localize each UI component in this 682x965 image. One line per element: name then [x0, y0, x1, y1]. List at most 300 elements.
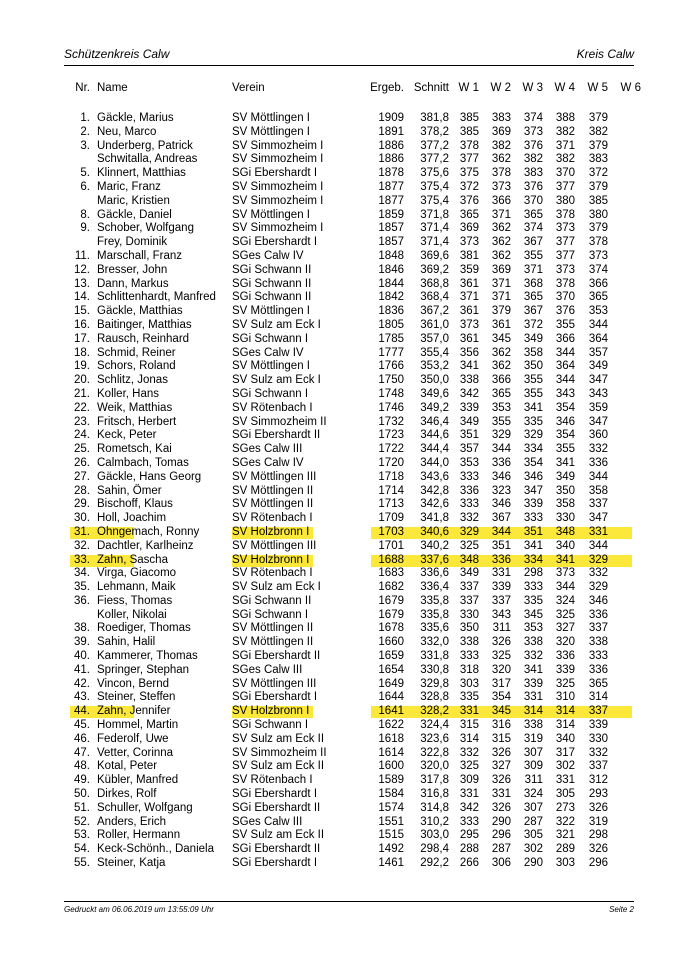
- score-w4: 344: [555, 374, 575, 387]
- score-w4: 366: [555, 332, 575, 345]
- score-w4: 358: [555, 498, 575, 511]
- score-w5: 333: [588, 650, 608, 663]
- shooter-name: Dann, Markus: [97, 277, 169, 290]
- score-w5: 379: [588, 112, 608, 124]
- col-header-w3: W 3: [522, 82, 543, 94]
- score-w4: 382: [555, 153, 575, 166]
- rank: 39.: [74, 636, 90, 649]
- average-score: 349,2: [420, 401, 449, 414]
- rank: 35.: [74, 581, 90, 594]
- score-w3: 383: [523, 167, 543, 180]
- table-row: [0, 747, 682, 761]
- total-score: 1859: [378, 208, 404, 221]
- score-w1: 332: [459, 512, 479, 525]
- score-w2: 366: [491, 374, 511, 387]
- rank: 33.: [74, 553, 90, 566]
- total-score: 1886: [378, 139, 404, 152]
- shooter-name: Vetter, Corinna: [97, 746, 174, 759]
- shooter-name: Ohngemach, Ronny: [97, 525, 200, 538]
- total-score: 1713: [378, 498, 404, 511]
- score-w5: 336: [588, 456, 608, 469]
- club-name: SGi Schwann I: [232, 387, 309, 400]
- table-row: [0, 664, 682, 678]
- average-score: 367,2: [420, 305, 449, 318]
- score-w3: 333: [523, 512, 543, 525]
- total-score: 1886: [378, 153, 404, 166]
- rank: 47.: [74, 746, 90, 759]
- rank: 40.: [74, 650, 90, 663]
- score-w3: 347: [523, 484, 543, 497]
- club-name: SV Holzbronn I: [232, 705, 310, 718]
- rank: 21.: [74, 387, 90, 400]
- score-w4: 380: [555, 194, 575, 207]
- score-w1: 385: [459, 125, 479, 138]
- shooter-name: Underberg, Patrick: [97, 139, 193, 152]
- total-score: 1857: [378, 236, 404, 249]
- rank: 3.: [80, 139, 90, 152]
- score-w4: 330: [555, 512, 575, 525]
- rank: 12.: [74, 263, 90, 276]
- score-w1: 373: [459, 236, 479, 249]
- header-divider: [64, 65, 634, 66]
- score-w3: 374: [523, 222, 543, 235]
- club-name: SGes Calw IV: [232, 456, 304, 469]
- score-w1: 314: [459, 732, 479, 745]
- table-row: [0, 291, 682, 305]
- club-name: SV Rötenbach I: [232, 774, 313, 787]
- club-name: SV Simmozheim I: [232, 194, 324, 207]
- total-score: 1649: [378, 677, 404, 690]
- table-row: [0, 471, 682, 485]
- total-score: 1622: [378, 719, 404, 732]
- shooter-name: Vincon, Bernd: [97, 677, 170, 690]
- score-w4: 322: [555, 815, 575, 828]
- table-row: [0, 374, 682, 388]
- average-score: 375,4: [420, 180, 449, 193]
- col-header-w5: W 5: [587, 82, 608, 94]
- score-w2: 382: [491, 139, 511, 152]
- shooter-name: Koller, Hans: [97, 387, 160, 400]
- shooter-name: Neu, Marco: [97, 125, 157, 138]
- score-w2: 345: [491, 332, 511, 345]
- club-name: SV Holzbronn I: [232, 525, 310, 538]
- total-score: 1709: [378, 512, 404, 525]
- shooter-name: Zahn, Jennifer: [97, 705, 171, 718]
- score-w5: 344: [588, 318, 608, 331]
- rank: 55.: [74, 857, 90, 870]
- score-w5: 379: [588, 222, 608, 235]
- score-w2: 346: [491, 498, 511, 511]
- shooter-name: Gäckle, Hans Georg: [97, 470, 202, 483]
- score-w4: 348: [555, 525, 575, 538]
- table-row: [0, 443, 682, 457]
- club-name: SV Möttlingen II: [232, 498, 314, 511]
- score-w1: 337: [459, 581, 479, 594]
- col-header-nr: Nr.: [75, 82, 90, 94]
- average-score: 331,8: [420, 650, 449, 663]
- score-w1: 365: [459, 208, 479, 221]
- score-w3: 341: [523, 401, 543, 414]
- average-score: 342,6: [420, 498, 449, 511]
- average-score: 337,6: [420, 553, 449, 566]
- score-w1: 325: [459, 760, 479, 773]
- score-w3: 334: [523, 443, 543, 456]
- table-row: [0, 829, 682, 843]
- score-w2: 306: [491, 857, 511, 870]
- average-score: 323,6: [420, 732, 449, 745]
- average-score: 368,4: [420, 291, 449, 304]
- table-row: [0, 733, 682, 747]
- club-name: SV Simmozheim II: [232, 746, 327, 759]
- club-name: SGes Calw IV: [232, 346, 304, 359]
- col-header-w4: W 4: [554, 82, 575, 94]
- table-row: [0, 760, 682, 774]
- total-score: 1848: [378, 249, 404, 262]
- score-w4: 302: [555, 760, 575, 773]
- score-w1: 333: [459, 498, 479, 511]
- score-w5: 347: [588, 374, 608, 387]
- score-w3: 376: [523, 139, 543, 152]
- table-row: [0, 140, 682, 154]
- shooter-name: Schober, Wolfgang: [97, 222, 194, 235]
- score-w3: 314: [523, 705, 543, 718]
- club-name: SV Rötenbach I: [232, 567, 313, 580]
- average-score: 316,8: [420, 788, 449, 801]
- score-w5: 343: [588, 387, 608, 400]
- score-w3: 298: [523, 567, 543, 580]
- total-score: 1584: [378, 788, 404, 801]
- score-w2: 362: [491, 360, 511, 373]
- club-name: SGi Schwann II: [232, 277, 312, 290]
- score-w3: 332: [523, 650, 543, 663]
- score-w3: 307: [523, 746, 543, 759]
- score-w2: 365: [491, 387, 511, 400]
- total-score: 1659: [378, 650, 404, 663]
- average-score: 346,4: [420, 415, 449, 428]
- average-score: 317,8: [420, 774, 449, 787]
- shooter-name: Fritsch, Herbert: [97, 415, 177, 428]
- score-w3: 335: [523, 594, 543, 607]
- score-w1: 342: [459, 801, 479, 814]
- rank: 9.: [80, 222, 90, 235]
- average-score: 322,8: [420, 746, 449, 759]
- total-score: 1703: [378, 525, 404, 538]
- rank: 18.: [74, 346, 90, 359]
- score-w1: 333: [459, 470, 479, 483]
- score-w2: 361: [491, 318, 511, 331]
- table-row: [0, 636, 682, 650]
- score-w2: 331: [491, 567, 511, 580]
- score-w1: 331: [459, 788, 479, 801]
- club-name: SV Möttlingen I: [232, 125, 310, 138]
- table-row: [0, 691, 682, 705]
- average-score: 377,2: [420, 139, 449, 152]
- score-w2: 362: [491, 222, 511, 235]
- score-w1: 353: [459, 456, 479, 469]
- score-w1: 357: [459, 443, 479, 456]
- table-row: [0, 816, 682, 830]
- score-w4: 341: [555, 456, 575, 469]
- score-w5: 312: [588, 774, 608, 787]
- score-w3: 355: [523, 374, 543, 387]
- score-w2: 325: [491, 650, 511, 663]
- club-name: SGi Schwann II: [232, 291, 312, 304]
- total-score: 1718: [378, 470, 404, 483]
- shooter-name: Sahin, Halil: [97, 636, 156, 649]
- score-w1: 335: [459, 691, 479, 704]
- rank: 23.: [74, 415, 90, 428]
- shooter-name: Gäckle, Daniel: [97, 208, 172, 221]
- score-w1: 351: [459, 429, 479, 442]
- shooter-name: Bresser, John: [97, 263, 168, 276]
- score-w4: 346: [555, 415, 575, 428]
- club-name: SV Möttlingen II: [232, 636, 314, 649]
- score-w5: 336: [588, 608, 608, 621]
- shooter-name: Hommel, Martin: [97, 719, 179, 732]
- score-w3: 333: [523, 581, 543, 594]
- score-w2: 326: [491, 774, 511, 787]
- table-row: [0, 112, 682, 126]
- club-name: SV Sulz am Eck I: [232, 581, 321, 594]
- score-w2: 336: [491, 456, 511, 469]
- shooter-name: Frey, Dominik: [97, 236, 168, 249]
- shooter-name: Holl, Joachim: [97, 512, 167, 525]
- score-w3: 373: [523, 125, 543, 138]
- score-w2: 362: [491, 236, 511, 249]
- score-w4: 349: [555, 470, 575, 483]
- score-w3: 367: [523, 305, 543, 318]
- club-name: SGi Schwann I: [232, 608, 309, 621]
- average-score: 371,4: [420, 236, 449, 249]
- score-w4: 327: [555, 622, 575, 635]
- average-score: 324,4: [420, 719, 449, 732]
- shooter-name: Springer, Stephan: [97, 663, 190, 676]
- total-score: 1701: [378, 539, 404, 552]
- score-w2: 355: [491, 415, 511, 428]
- club-name: SV Möttlingen III: [232, 677, 317, 690]
- score-w1: 325: [459, 539, 479, 552]
- club-name: SGi Schwann I: [232, 332, 309, 345]
- score-w3: 302: [523, 843, 543, 856]
- club-name: SGi Ebershardt I: [232, 236, 318, 249]
- total-score: 1660: [378, 636, 404, 649]
- average-score: 335,6: [420, 622, 449, 635]
- rank: 16.: [74, 318, 90, 331]
- score-w2: 326: [491, 636, 511, 649]
- club-name: SV Simmozheim I: [232, 180, 324, 193]
- score-w3: 335: [523, 415, 543, 428]
- shooter-name: Calmbach, Tomas: [97, 456, 189, 469]
- rank: 8.: [80, 208, 90, 221]
- club-name: SGi Ebershardt I: [232, 857, 318, 870]
- score-w2: 337: [491, 594, 511, 607]
- table-row-highlighted: [0, 526, 682, 540]
- score-w3: 351: [523, 525, 543, 538]
- score-w3: 324: [523, 788, 543, 801]
- table-row: [0, 153, 682, 167]
- average-score: 361,0: [420, 318, 449, 331]
- table-row-highlighted: [0, 554, 682, 568]
- col-header-w2: W 2: [490, 82, 511, 94]
- score-w5: 365: [588, 677, 608, 690]
- score-w3: 350: [523, 360, 543, 373]
- table-row: [0, 678, 682, 692]
- average-score: 353,2: [420, 360, 449, 373]
- score-w3: 354: [523, 456, 543, 469]
- header-spacer: [0, 95, 682, 112]
- table-row: [0, 802, 682, 816]
- average-score: 341,8: [420, 512, 449, 525]
- table-row: [0, 181, 682, 195]
- score-w4: 370: [555, 291, 575, 304]
- rank: 50.: [74, 788, 90, 801]
- score-w1: 333: [459, 815, 479, 828]
- score-w5: 347: [588, 512, 608, 525]
- score-w2: 383: [491, 112, 511, 124]
- score-w3: 309: [523, 760, 543, 773]
- table-row: [0, 402, 682, 416]
- rank: 42.: [74, 677, 90, 690]
- club-name: SV Holzbronn I: [232, 553, 310, 566]
- club-name: SV Simmozheim I: [232, 139, 324, 152]
- club-name: SGes Calw III: [232, 663, 303, 676]
- total-score: 1461: [378, 857, 404, 870]
- score-w1: 303: [459, 677, 479, 690]
- total-score: 1748: [378, 387, 404, 400]
- score-w3: 374: [523, 112, 543, 124]
- score-w5: 332: [588, 567, 608, 580]
- score-w4: 371: [555, 139, 575, 152]
- score-w5: 296: [588, 857, 608, 870]
- score-w2: 353: [491, 401, 511, 414]
- score-w5: 326: [588, 801, 608, 814]
- header-district: Kreis Calw: [576, 47, 634, 61]
- score-w3: 311: [524, 774, 543, 787]
- col-header-ergebnis: Ergeb.: [370, 82, 404, 94]
- shooter-name: Marschall, Franz: [97, 249, 182, 262]
- score-w3: 355: [523, 387, 543, 400]
- table-row: [0, 429, 682, 443]
- score-w2: 371: [491, 277, 511, 290]
- total-score: 1682: [378, 581, 404, 594]
- average-score: 369,2: [420, 263, 449, 276]
- total-score: 1589: [378, 774, 404, 787]
- score-w1: 337: [459, 594, 479, 607]
- shooter-name: Baitinger, Matthias: [97, 318, 192, 331]
- shooter-name: Klinnert, Matthias: [97, 167, 186, 180]
- table-row: [0, 347, 682, 361]
- score-w5: 373: [588, 249, 608, 262]
- score-w5: 349: [588, 360, 608, 373]
- table-row: [0, 250, 682, 264]
- score-w4: 354: [555, 401, 575, 414]
- table-row: [0, 416, 682, 430]
- rank: 38.: [74, 622, 90, 635]
- average-score: 381,8: [420, 112, 449, 124]
- score-w5: 329: [588, 581, 608, 594]
- total-score: 1679: [378, 594, 404, 607]
- shooter-name: Weik, Matthias: [97, 401, 173, 414]
- score-w4: 373: [555, 567, 575, 580]
- score-w5: 357: [588, 346, 608, 359]
- total-score: 1720: [378, 456, 404, 469]
- score-w2: 371: [491, 208, 511, 221]
- score-w4: 303: [555, 857, 575, 870]
- score-w2: 369: [491, 263, 511, 276]
- shooter-name: Bischoff, Klaus: [97, 498, 173, 511]
- rank: 34.: [74, 567, 90, 580]
- score-w2: 331: [491, 788, 511, 801]
- score-w4: 336: [555, 650, 575, 663]
- total-score: 1551: [378, 815, 404, 828]
- score-w4: 305: [555, 788, 575, 801]
- average-score: 340,2: [420, 539, 449, 552]
- score-w1: 369: [459, 222, 479, 235]
- header-league: Schützenkreis Calw: [64, 47, 170, 61]
- total-score: 1515: [378, 829, 404, 842]
- score-w4: 364: [555, 360, 575, 373]
- score-w4: 321: [555, 829, 575, 842]
- shooter-name: Maric, Kristien: [97, 194, 170, 207]
- total-score: 1766: [378, 360, 404, 373]
- total-score: 1679: [378, 608, 404, 621]
- score-w2: 344: [491, 525, 511, 538]
- score-w3: 319: [523, 732, 543, 745]
- score-w2: 354: [491, 691, 511, 704]
- score-w1: 361: [459, 332, 479, 345]
- score-w4: 317: [555, 746, 575, 759]
- score-w5: 319: [588, 815, 608, 828]
- score-w3: 355: [523, 249, 543, 262]
- club-name: SV Simmozheim I: [232, 153, 324, 166]
- average-score: 369,6: [420, 249, 449, 262]
- rank: 2.: [80, 125, 90, 138]
- club-name: SGi Schwann II: [232, 594, 312, 607]
- score-w2: 362: [491, 346, 511, 359]
- total-score: 1714: [378, 484, 404, 497]
- score-w3: 329: [523, 429, 543, 442]
- shooter-name: Kotal, Peter: [97, 760, 158, 773]
- score-w3: 365: [523, 291, 543, 304]
- col-header-w1: W 1: [458, 82, 479, 94]
- score-w4: 340: [555, 732, 575, 745]
- score-w3: 353: [523, 622, 543, 635]
- score-w4: 354: [555, 429, 575, 442]
- average-score: 371,4: [420, 222, 449, 235]
- score-w5: 366: [588, 277, 608, 290]
- score-w3: 382: [523, 153, 543, 166]
- score-w4: 344: [555, 581, 575, 594]
- shooter-name: Lehmann, Maik: [97, 581, 176, 594]
- score-w4: 340: [555, 539, 575, 552]
- score-w4: 388: [555, 112, 575, 124]
- average-score: 310,2: [420, 815, 449, 828]
- club-name: SV Sulz am Eck I: [232, 318, 321, 331]
- score-w2: 362: [491, 153, 511, 166]
- score-w3: 370: [523, 194, 543, 207]
- shooter-name: Fiess, Thomas: [97, 594, 173, 607]
- total-score: 1574: [378, 801, 404, 814]
- shooter-name: Schuller, Wolfgang: [97, 801, 193, 814]
- shooter-name: Virga, Giacomo: [97, 567, 177, 580]
- score-w5: 293: [588, 788, 608, 801]
- score-w4: 320: [555, 636, 575, 649]
- score-w4: 344: [555, 346, 575, 359]
- table-row: [0, 567, 682, 581]
- shooter-name: Keck, Peter: [97, 429, 157, 442]
- score-w5: 298: [588, 829, 608, 842]
- score-w1: 361: [459, 305, 479, 318]
